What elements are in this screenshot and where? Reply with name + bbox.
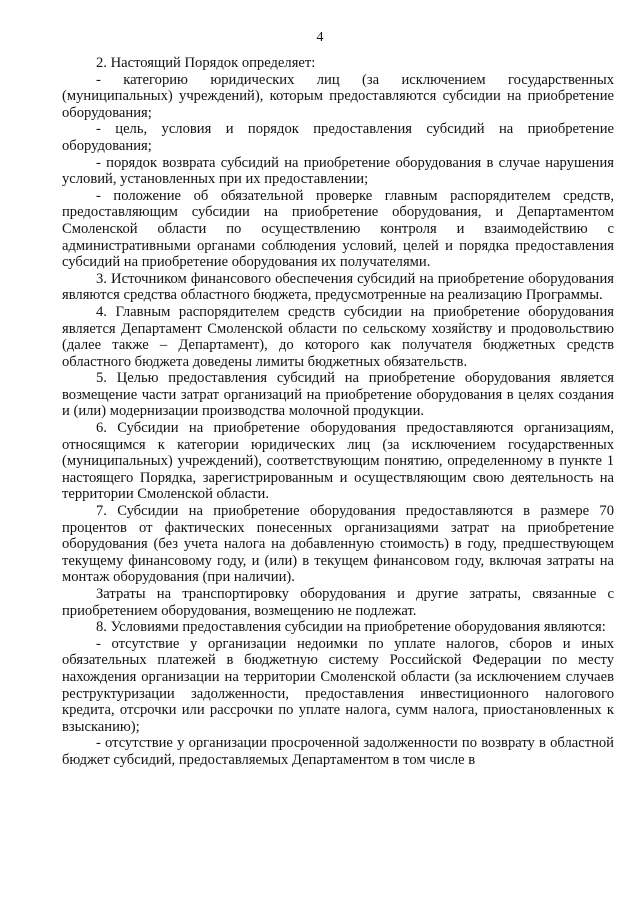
paragraph-4: 4. Главным распорядителем средств субсидии на приобретение оборудования является Департамент Смоленской области по сельскому хозяйству и продовольствию (далее также – Департамент), до которого как получателя бюджетных средств областного бюджета доведены лимиты бюджетных обязательств.: [62, 303, 614, 370]
list-item-no-overdue-debt: - отсутствие у организации просроченной задолженности по возврату в областной бюджет субсидий, предоставляемых Департаментом в том числе в: [62, 735, 614, 768]
paragraph-2-intro: 2. Настоящий Порядок определяет:: [96, 55, 316, 71]
paragraph-5: 5. Целью предоставления субсидий на приобретение оборудования является возмещение части затрат организаций на приобретение оборудования в целях создания и (или) модернизации производства молочной продукции.: [62, 370, 614, 420]
list-item-no-arrears: - отсутствие у организации недоимки по уплате налогов, сборов и иных обязательных платежей в бюджетную систему Российской Федерации по месту нахождения организации на территории Смоленской области (за исключением случаев реструктуризации задолженности, предоставления инвестиционного налогового кредита, отсрочки или рассрочки по уплате налога, сумм налога, приостановленных к взысканию);: [62, 635, 614, 735]
page-number: 4: [316, 30, 324, 45]
paragraph-7: 7. Субсидии на приобретение оборудования предоставляются в размере 70 процентов от фактических понесенных организациями затрат на приобретение оборудования (без учета налога на добавленную стоимость) в году, предшествующем текущему финансовому году, и (или) в текущем финансовом году, включая затраты на монтаж оборудования (при наличии).: [62, 503, 614, 586]
list-item-category: - категорию юридических лиц (за исключением государственных (муниципальных) учреждений), которым предоставляются субсидии на приобретение оборудования;: [62, 71, 614, 121]
paragraph-costs-note: Затраты на транспортировку оборудования и другие затраты, связанные с приобретением оборудования, возмещению не подлежат.: [62, 586, 614, 619]
paragraph-8: 8. Условиями предоставления субсидии на приобретение оборудования являются:: [96, 619, 606, 636]
paragraph-6: 6. Субсидии на приобретение оборудования предоставляются организациям, относящимся к категории юридических лиц (за исключением государственных (муниципальных) учреждений), соответствующим понятию, определенному в пункте 1 настоящего Порядка, зарегистрированным и осуществляющим свою деятельность на территории Смоленской области.: [62, 420, 614, 503]
list-item-inspection: - положение об обязательной проверке главным распорядителем средств, предоставляющим субсидии на приобретение оборудования, и Департаментом Смоленской области по осуществлению контроля и взаимодействию с административными органами соблюдения условий, целей и порядка предоставления субсидий на приобретение оборудования их получателями.: [62, 187, 614, 271]
list-item-purpose: - цель, условия и порядок предоставления субсидий на приобретение оборудования;: [62, 121, 614, 154]
paragraph-3: 3. Источником финансового обеспечения субсидий на приобретение оборудования являются средства областного бюджета, предусмотренные на реализацию Программы.: [62, 270, 614, 304]
list-item-refund: - порядок возврата субсидий на приобретение оборудования в случае нарушения условий, установленных при их предоставлении;: [62, 154, 614, 188]
document-body: [62, 55, 614, 769]
